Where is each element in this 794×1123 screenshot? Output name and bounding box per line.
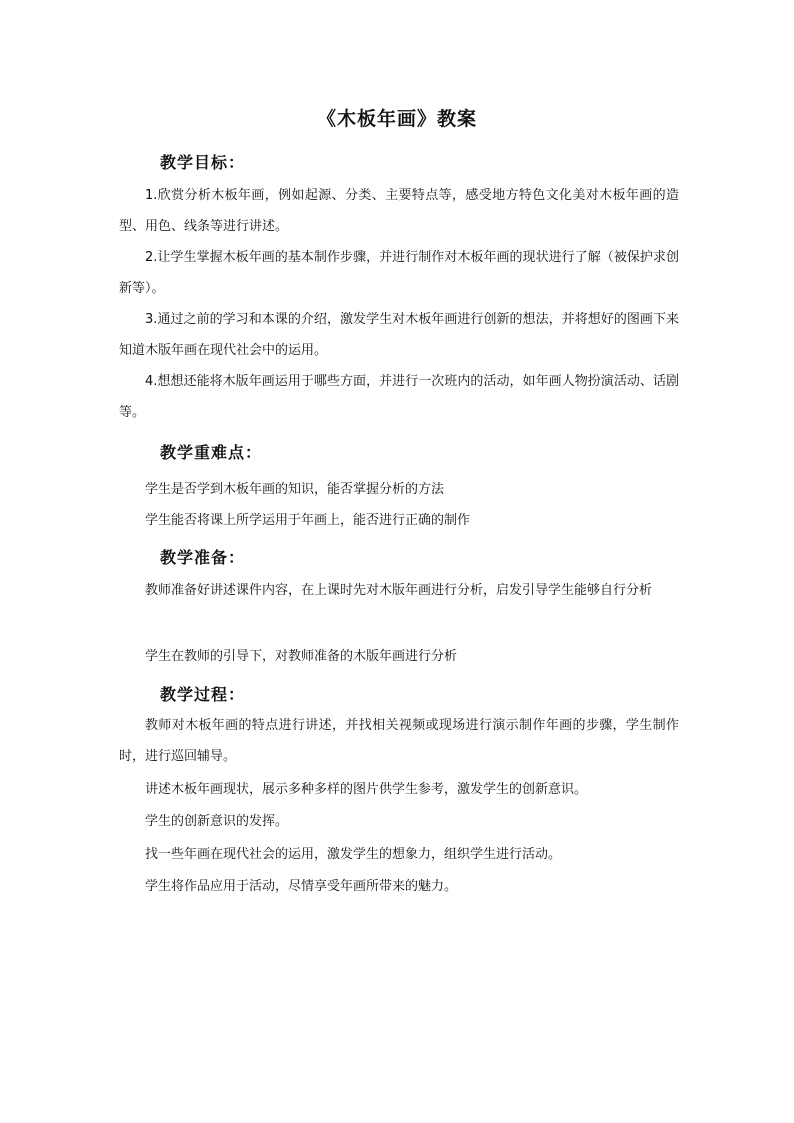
section-heading-process: 教学过程： [160, 685, 246, 704]
process-item-3: 学生的创新意识的发挥。 [145, 814, 289, 829]
section-heading-objectives: 教学目标： [160, 153, 246, 172]
objective-item-3: 3.通过之前的学习和本课的介绍，激发学生对木板年画进行创新的想法，并将想好的图画下来知道木版年画在现代社会中的运用。 [119, 312, 679, 358]
document-title: 《木板年画》教案 [316, 108, 477, 130]
process-item-2: 讲述木板年画现状，展示多种多样的图片供学生参考，激发学生的创新意识。 [145, 782, 588, 797]
process-item-5: 学生将作品应用于活动，尽情享受年画所带来的魅力。 [145, 879, 458, 894]
objective-item-2: 2.让学生掌握木板年画的基本制作步骤，并进行制作对木板年画的现状进行了解（被保护求创新等）。 [119, 250, 679, 296]
objective-item-1: 1.欣赏分析木板年画，例如起源、分类、主要特点等，感受地方特色文化美对木板年画的造型、用色、线条等进行讲述。 [119, 188, 679, 234]
process-item-4: 找一些年画在现代社会的运用，激发学生的想象力，组织学生进行活动。 [145, 847, 562, 862]
key-point-item-2: 学生能否将课上所学运用于年画上，能否进行正确的制作 [145, 513, 471, 528]
preparation-item-1: 教师准备好讲述课件内容，在上课时先对木版年画进行分析，启发引导学生能够自行分析 [145, 583, 653, 598]
key-point-item-1: 学生是否学到木板年画的知识，能否掌握分析的方法 [145, 482, 445, 497]
objective-item-4: 4.想想还能将木版年画运用于哪些方面，并进行一次班内的活动，如年画人物扮演活动、话剧等。 [119, 374, 679, 420]
preparation-item-2: 学生在教师的引导下，对教师准备的木版年画进行分析 [145, 649, 458, 664]
section-heading-preparation: 教学准备： [160, 548, 246, 567]
process-item-1: 教师对木板年画的特点进行讲述，并找相关视频或现场进行演示制作年画的步骤，学生制作时，进行巡回辅导。 [119, 718, 679, 764]
section-heading-key-points: 教学重难点： [160, 443, 263, 462]
